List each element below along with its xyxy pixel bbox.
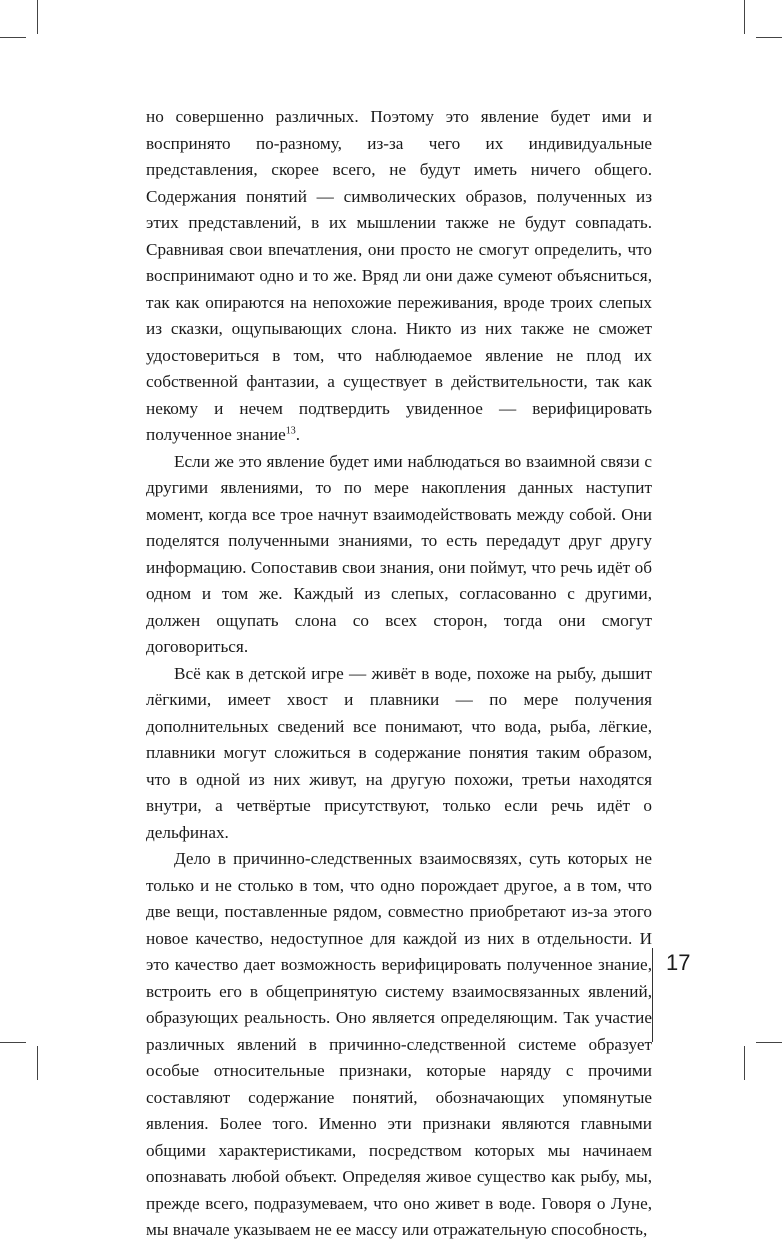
paragraph-2: Если же это явление будет ими наблюдаться во взаимной связи с другими явлениями, то по мере накопления данных наступит момент, когда все трое начнут взаимодействовать между собой. Они поделятся полученными знаниями, то есть передадут друг другу информацию. Сопоставив свои знания, они поймут, что речь идёт об одном и том же. Каждый из слепых, согласованно с другими, должен ощупать слона со всех сторон, тогда они смогут договориться. — [146, 451, 652, 656]
crop-mark — [744, 1046, 745, 1080]
paragraph-1-tail: . — [295, 425, 301, 444]
page-number: 17 — [666, 950, 691, 975]
crop-mark — [756, 37, 782, 38]
crop-mark — [744, 0, 745, 34]
footnote-ref-13[interactable]: 13 — [285, 425, 296, 437]
crop-mark — [37, 1046, 38, 1080]
crop-mark — [0, 1042, 26, 1043]
paragraph-4: Дело в причинно-следственных взаимосвязях, суть которых не только и не столько в том, что одно порождает другое, а в том, что две вещи, поставленные рядом, совместно приобретают из-за этого новое качество, недоступное для каждой из них в отдельности. И это качество дает возможность верифицировать полученное знание, встроить его в общепринятую систему взаимосвязанных явлений, образующих реальность. Оно является определяющим. Так участие различных явлений в причинно-следственной системе образует особые относительные признаки, которые наряду с прочими составляют содержание понятий, обозначающих упомянутые явления. Более того. Именно эти признаки являются главными общими характеристиками, посредством которых мы начинаем опознавать любой объект. Определяя живое существо как рыбу, мы, прежде всего, подразумеваем, что оно живет в воде. Говоря о Луне, мы вначале указываем не ее массу или отражательную способность, — [146, 849, 652, 1239]
page-body — [146, 104, 652, 1244]
crop-mark — [756, 1042, 782, 1043]
paragraph-3: Всё как в детской игре — живёт в воде, похоже на рыбу, дышит лёгкими, имеет хвост и плавники — по мере получения дополнительных сведений все понимают, что вода, рыба, лёгкие, плавники могут сложиться в содержание понятия таким образом, что в одной из них живут, на другую похожи, третьи находятся внутри, а четвёртые присутствуют, только если речь идёт о дельфинах. — [146, 663, 652, 842]
crop-mark — [37, 0, 38, 34]
page-number-rule — [652, 948, 653, 1042]
paragraph-1 — [146, 104, 652, 449]
crop-mark — [0, 37, 26, 38]
paragraph-1-text: но совершенно различных. Поэтому это явление будет ими и воспринято по-разному, из-за чего их индивидуальные представления, скорее всего, не будут иметь ничего общего. Содержания понятий — символических образов, полученных из этих представлений, в их мышлении также не будут совпадать. Сравнивая свои впечатления, они просто не смогут определить, что воспринимают одно и то же. Вряд ли они даже сумеют объясниться, так как опираются на непохожие переживания, вроде троих слепых из сказки, ощупывающих слона. Никто из них также не сможет удостовериться в том, что наблюдаемое явление не плод их собственной фантазии, а существует в действительности, так как некому и нечем подтвердить увиденное — верифицировать полученное знание — [146, 107, 652, 444]
